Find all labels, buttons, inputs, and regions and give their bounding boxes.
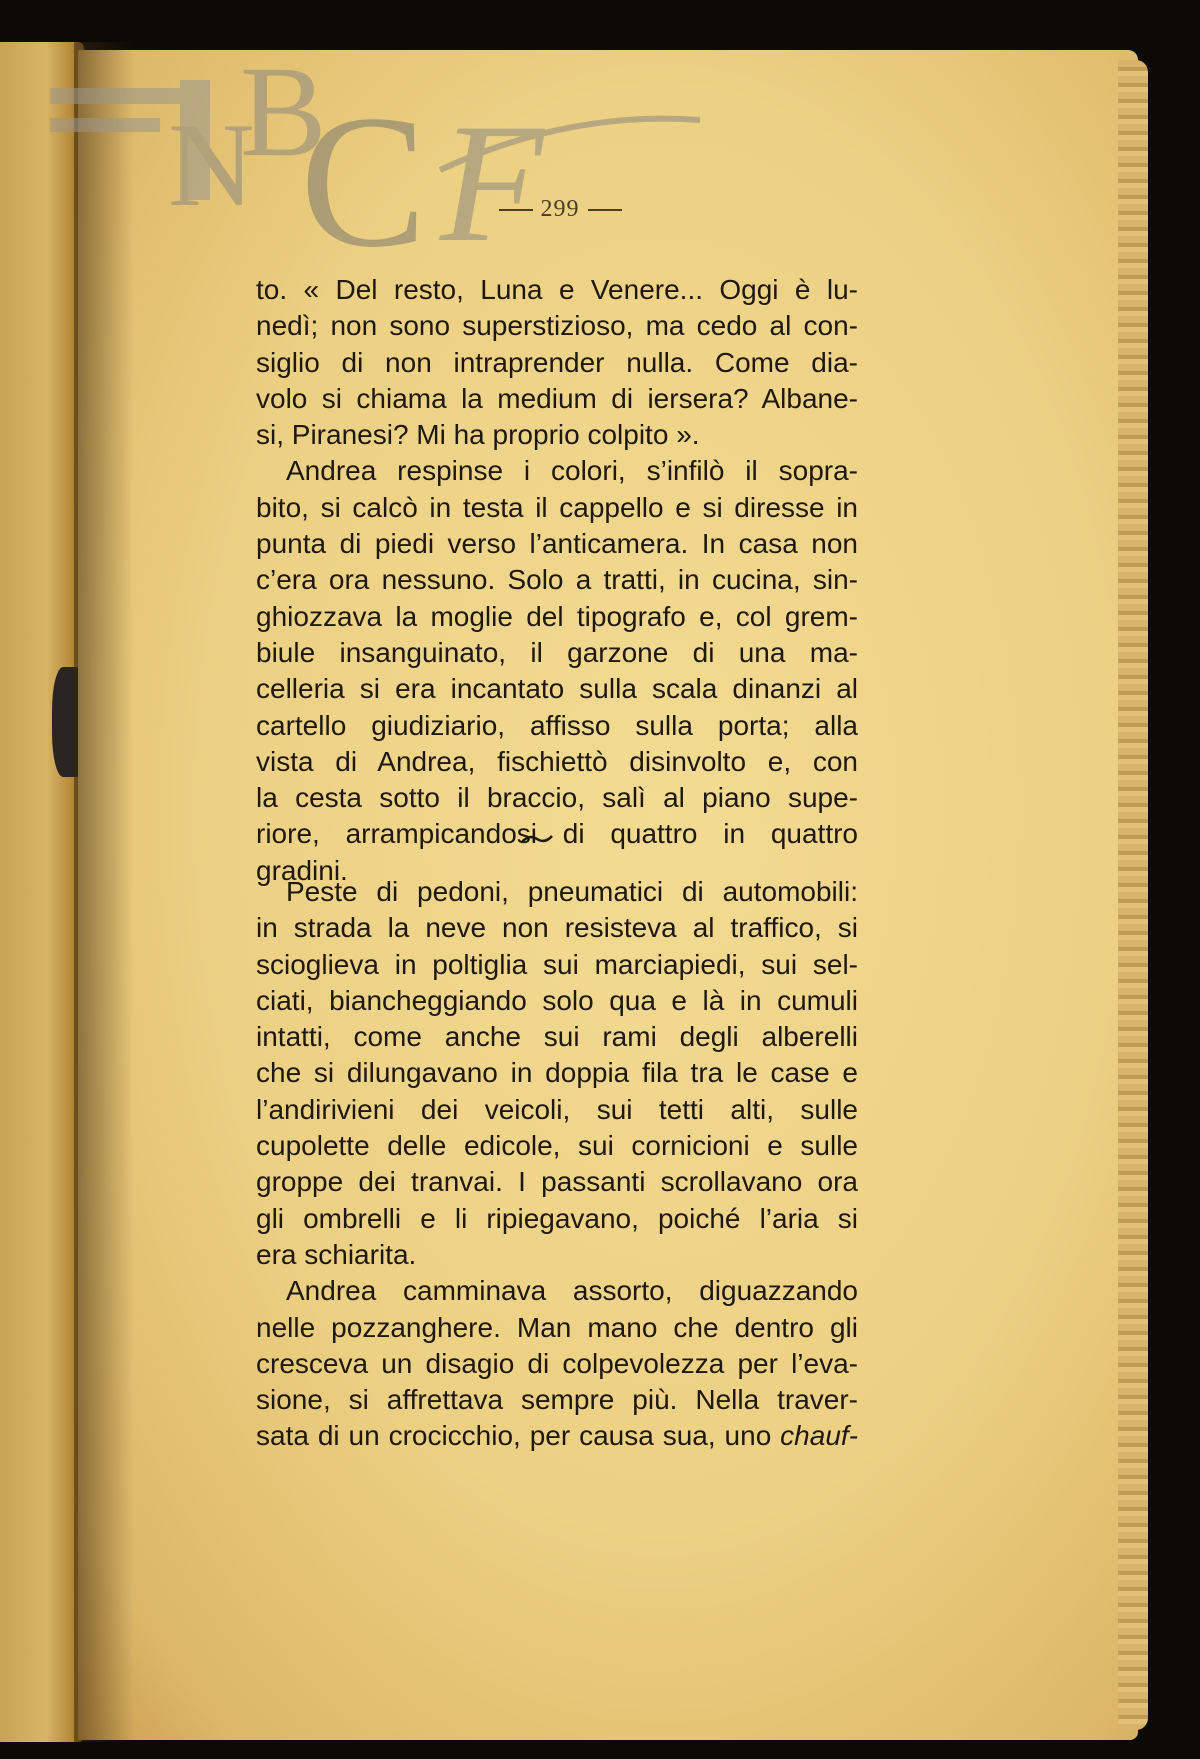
watermark-letter-b: B [240, 40, 327, 184]
text-line: gradini. [256, 854, 348, 886]
watermark-letter-f: F [440, 89, 544, 250]
watermark-letter-n: N [168, 98, 255, 231]
text-line: bito, si calcò in testa il cappello e si diresse in [256, 491, 858, 523]
text-line: scioglieva in poltiglia sui marciapiedi, sui sel- [256, 948, 858, 980]
text-line: celleria si era incantato sulla scala dinanzi al [256, 673, 858, 705]
text-line: Andrea respinse i colori, s’infilò il sopra- [286, 455, 858, 487]
facing-page-edge [0, 42, 84, 1742]
text-line: Peste di pedoni, pneumatici di automobili: [286, 876, 858, 907]
text-line: groppe dei tranvai. I passanti scrollavano ora [256, 1166, 858, 1198]
text-line: siglio di non intraprender nulla. Come dia- [256, 346, 858, 378]
page-number-dash-left [499, 209, 533, 211]
text-line: nedì; non sono superstizioso, ma cedo al con- [256, 310, 858, 342]
text-line: intatti, come anche sui rami degli alberelli [256, 1021, 858, 1053]
text-line: Andrea camminava assorto, diguazzando [286, 1275, 858, 1307]
text-line: la cesta sotto il braccio, salì al piano supe- [256, 782, 858, 814]
text-line: gli ombrelli e li ripiegavano, poiché l’aria si [256, 1202, 858, 1234]
text-line: cartello giudiziario, affisso sulla porta; alla [256, 709, 858, 741]
text-line: era schiarita. [256, 1238, 417, 1270]
text-line: vista di Andrea, fischiettò disinvolto e, con [256, 745, 858, 777]
text-line: nelle pozzanghere. Man mano che dentro gli [256, 1311, 858, 1343]
text-line-final [256, 1418, 858, 1454]
text-line: punta di piedi verso l’anticamera. In casa non [256, 528, 858, 560]
text-line: cupolette delle edicole, sui cornicioni e sulle [256, 1130, 858, 1162]
watermark-letter-c: C [300, 77, 427, 250]
text-line: to. « Del resto, Luna e Venere... Oggi è lu- [256, 274, 858, 305]
text-line: c’era ora nessuno. Solo a tratti, in cucina, sin- [256, 564, 858, 596]
text-line: cresceva un disagio di colpevolezza per l’eva- [256, 1347, 858, 1379]
text-line: in strada la neve non resisteva al traffico, si [256, 912, 858, 944]
text-line: volo si chiama la medium di iersera? Albane- [256, 382, 858, 414]
spine-shadow [74, 42, 134, 1742]
text-line: l’andirivieni dei veicoli, sui tetti alti, sulle [256, 1093, 858, 1125]
text-line: biule insanguinato, il garzone di una ma- [256, 636, 858, 668]
page-fore-edge [1118, 60, 1148, 1730]
text-line-final-italic: chauf- [780, 1420, 858, 1452]
section-separator-tilde [520, 832, 554, 846]
text-line: ghiozzava la moglie del tipografo e, col grem- [256, 600, 858, 632]
text-paragraph-group-1 [256, 272, 858, 889]
text-line-final-roman: sata di un crocicchio, per causa sua, uno [256, 1420, 772, 1452]
text-line: riore, arrampicandosi di quattro in quattro [256, 818, 858, 850]
page-number [460, 196, 660, 223]
text-paragraph-group-2 [256, 874, 858, 1455]
text-line: sione, si affrettava sempre più. Nella traver- [256, 1384, 858, 1416]
text-line: ciati, biancheggiando solo qua e là in cumuli [256, 984, 858, 1016]
text-line: si, Piranesi? Mi ha proprio colpito ». [256, 419, 700, 451]
page-number-dash-right [588, 209, 622, 211]
page-number-value: 299 [540, 196, 580, 222]
text-line: che si dilungavano in doppia fila tra le case e [256, 1057, 858, 1089]
